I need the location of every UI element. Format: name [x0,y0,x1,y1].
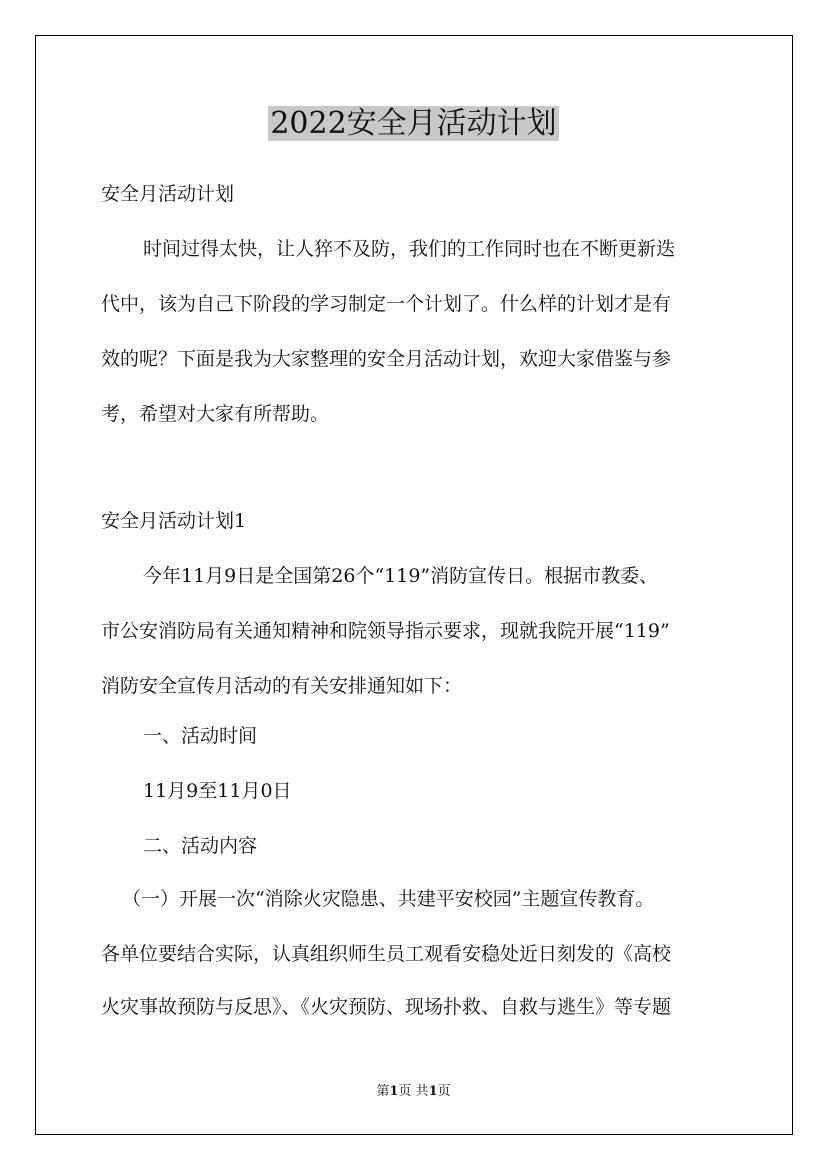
intro-line: 考，希望对大家有所帮助。 [101,403,330,425]
intro-line: 代中，该为自己下阶段的学习制定一个计划了。什么样的计划才是有 [101,293,672,315]
section1-paragraph-line: 今年11月9日是全国第26个“119”消防宣传日。根据市教委、 [143,565,659,587]
item2-heading: 二、活动内容 [143,835,258,857]
item2-paragraph-line: 火灾事故预防与反思》、《火灾预防、现场扑救、自救与逃生》等专题 [101,996,672,1018]
section1-paragraph-line: 市公安消防局有关通知精神和院领导指示要求，现就我院开展“119” [101,620,670,642]
section1-heading: 安全月活动计划1 [101,510,247,532]
intro-line: 效的呢？下面是我为大家整理的安全月活动计划，欢迎大家借鉴与参 [101,348,672,370]
footer-page-prefix: 第 [376,1084,390,1099]
document-title-text: 2022安全月活动计划 [270,106,557,141]
footer-page-current: 1 [389,1084,399,1099]
footer-page-total: 1 [428,1084,438,1099]
item2-paragraph-line: （一）开展一次“消除火灾隐患、共建平安校园”主题宣传教育。 [122,888,655,910]
document-title [0,104,827,144]
item1-text: 11月9至11月0日 [143,780,292,802]
page-footer [0,1084,827,1100]
footer-page-suffix: 页 [437,1084,451,1099]
intro-line: 时间过得太快，让人猝不及防，我们的工作同时也在不断更新迭 [143,238,676,260]
item1-heading: 一、活动时间 [143,725,258,747]
heading-main: 安全月活动计划 [101,183,235,205]
footer-page-mid: 页 共 [398,1084,429,1099]
section1-paragraph-line: 消防安全宣传月活动的有关安排通知如下： [101,675,463,697]
item2-paragraph-line: 各单位要结合实际，认真组织师生员工观看安稳处近日刻发的《高校 [101,943,672,965]
